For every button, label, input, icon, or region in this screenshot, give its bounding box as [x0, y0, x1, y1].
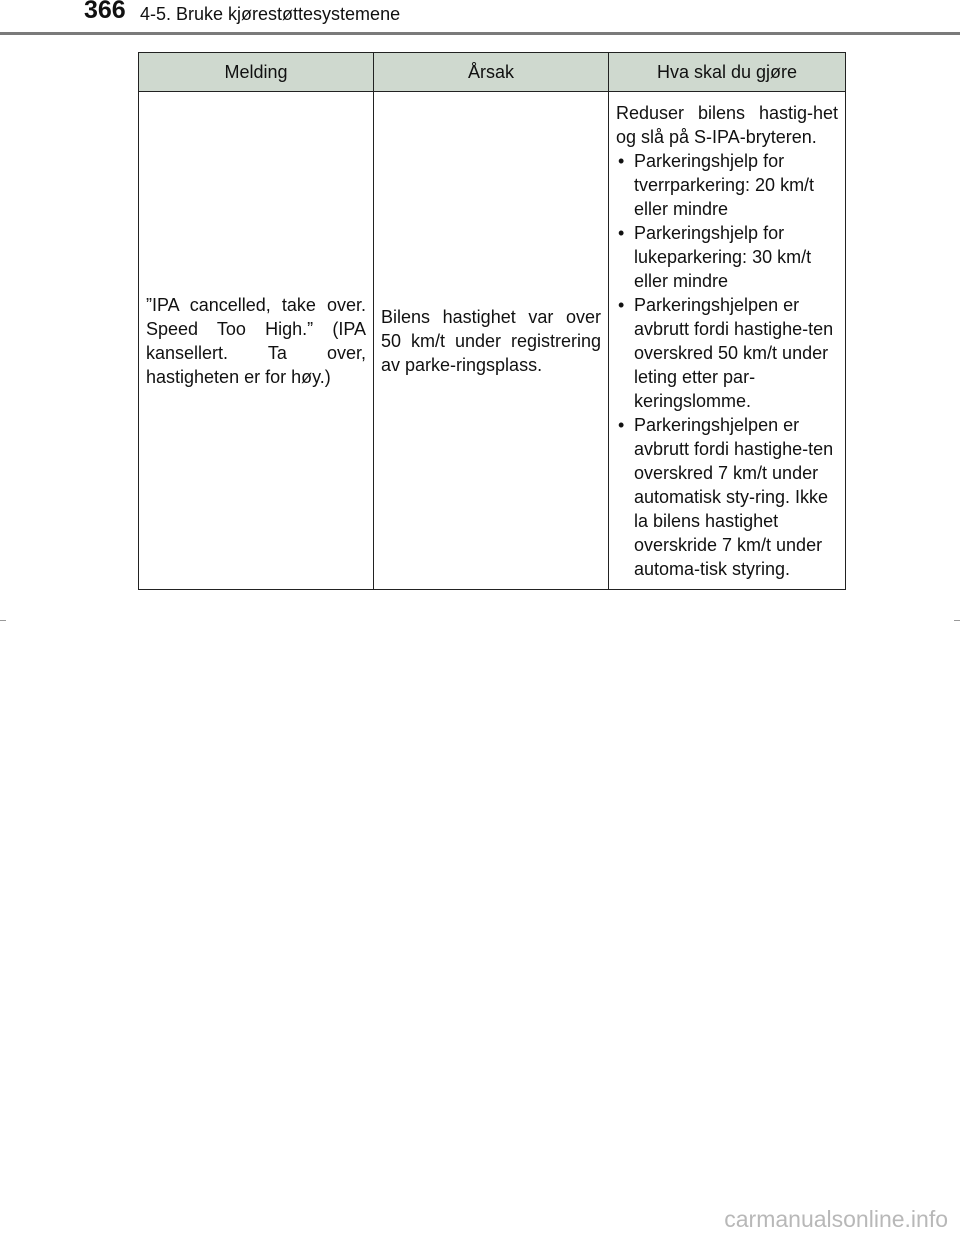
action-intro: Reduser bilens hastig-het og slå på S-IPA-bryteren.: [616, 103, 838, 147]
message-table: [138, 52, 846, 590]
page-number: 366: [84, 0, 126, 24]
header-rule: [0, 32, 960, 35]
page-header: [0, 0, 960, 40]
column-header-cause: Årsak: [374, 53, 609, 92]
list-item-text: Parkeringshjelp for lukeparkering: 30 km/t eller mindre: [634, 223, 812, 291]
table-header-row: [139, 53, 846, 92]
list-item: [616, 221, 838, 293]
bullet-icon: •: [618, 295, 625, 315]
list-item: [616, 149, 838, 221]
action-bullet-list: [616, 149, 838, 581]
column-header-message: Melding: [139, 53, 374, 92]
list-item-text: Parkeringshjelp for tverrparkering: 20 km/t eller mindre: [634, 151, 815, 219]
list-item: [616, 413, 838, 581]
list-item-text: Parkeringshjelpen er avbrutt fordi hastighe-ten overskred 7 km/t under automatisk sty-ring. Ikke la bilens hastighet overskride 7 km/t under automa-tisk styring.: [634, 415, 834, 579]
cause-cell: Bilens hastighet var over 50 km/t under registrering av parke-ringsplass.: [374, 92, 609, 590]
column-header-action: Hva skal du gjøre: [609, 53, 846, 92]
bullet-icon: •: [618, 415, 625, 435]
watermark-text: carmanualsonline.info: [724, 1206, 948, 1232]
crop-mark-right: [954, 620, 960, 621]
bullet-icon: •: [618, 223, 625, 243]
section-title: 4-5. Bruke kjørestøttesystemene: [140, 4, 401, 24]
message-cell: ”IPA cancelled, take over. Speed Too High.” (IPA kansellert. Ta over, hastigheten er for høy.): [139, 92, 374, 590]
bullet-icon: •: [618, 151, 625, 171]
list-item: [616, 293, 838, 413]
table-row: [139, 92, 846, 590]
list-item-text: Parkeringshjelpen er avbrutt fordi hastighe-ten overskred 50 km/t under leting etter par-keringslomme.: [634, 295, 834, 411]
action-cell: [609, 92, 846, 590]
crop-mark-left: [0, 620, 6, 621]
